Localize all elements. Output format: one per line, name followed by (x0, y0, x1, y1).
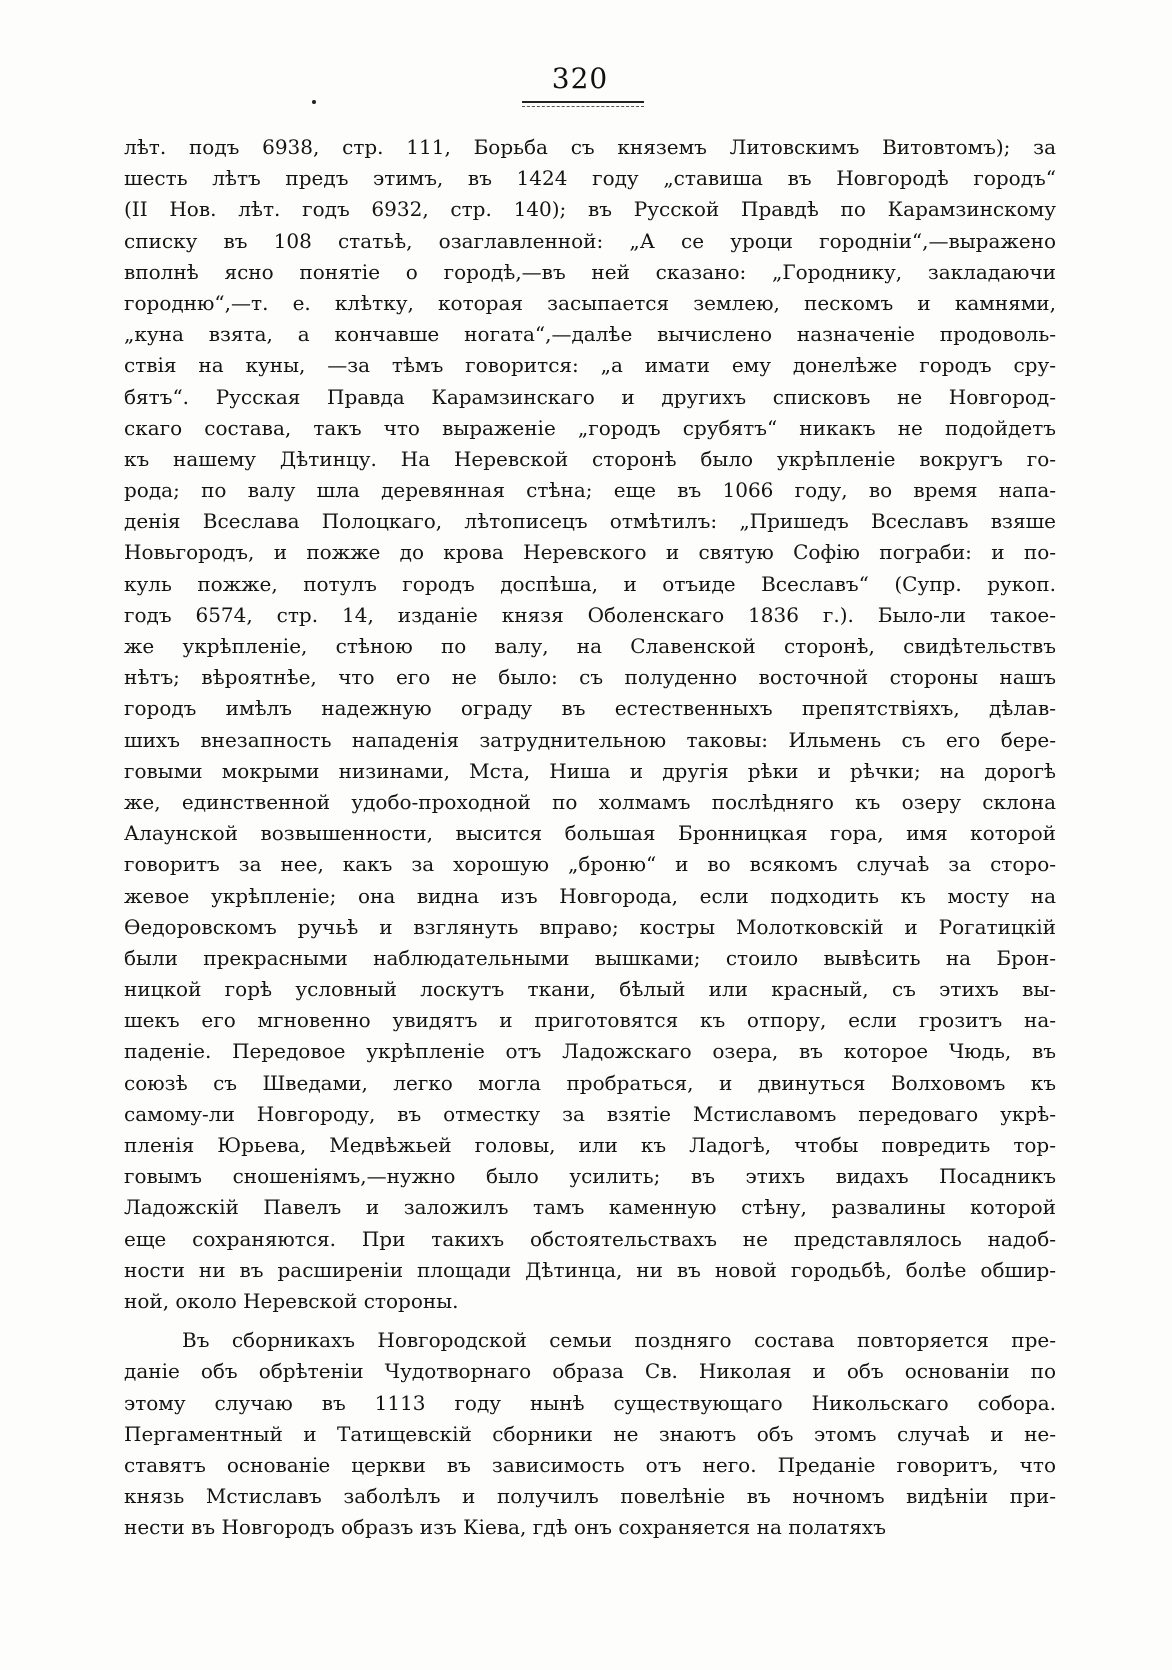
text-line: ствiя на куны, —за тѣмъ говорится: „а имати ему донелѣже городъ сру- (124, 353, 1056, 378)
page-number: 320 (551, 62, 609, 95)
text-line: шихъ внезапность нападенiя затруднительною таковы: Ильмень съ его бере- (124, 727, 1056, 752)
text-line: ницкой горѣ условный лоскутъ ткани, бѣлый или красный, съ этихъ вы- (124, 977, 1056, 1002)
text-line: еще сохраняются. При такихъ обстоятельствахъ не представлялось надоб- (124, 1226, 1056, 1251)
text-line: денiя Всеслава Полоцкаго, лѣтописецъ отмѣтилъ: „Пришедъ Всеславъ взяше (124, 509, 1056, 534)
text-line: лѣт. подъ 6938, стр. 111, Борьба съ княземъ Литовскимъ Витовтомъ); за (124, 135, 1056, 159)
paragraph (124, 132, 1056, 1317)
text-line: пленiя Юрьева, Медвѣжьей головы, или къ Ладогѣ, чтобы повредить тор- (124, 1133, 1056, 1157)
text-line: паденiе. Передовое укрѣпленiе отъ Ладожскаго озера, въ которое Чюдь, въ (124, 1039, 1056, 1064)
text-line: этому случаю въ 1113 году нынѣ существующаго Никольскаго собора. (124, 1390, 1056, 1415)
text-line: куль пожже, потулъ городъ доспѣша, и отъиде Всеславъ“ (Супр. рукоп. (124, 571, 1056, 596)
text-line: городъ имѣлъ надежную ограду въ естественныхъ препятствiяхъ, дѣлав- (124, 696, 1056, 721)
text-line: Новьгородъ, и пожже до крова Неревского и святую Софiю пограби: и по- (124, 540, 1056, 565)
text-line: же укрѣпленiе, стѣною по валу, на Славенской сторонѣ, свидѣтельствъ (124, 634, 1056, 658)
text-line: нѣтъ; вѣроятнѣе, что его не было: съ полуденно восточной стороны нашъ (124, 665, 1056, 690)
text-line: самому-ли Новгороду, въ отместку за взятiе Мстиславомъ передоваго укрѣ- (124, 1101, 1056, 1126)
text-line: были прекрасными наблюдательными вышками; стоило вывѣсить на Брон- (124, 945, 1056, 970)
body-text (124, 132, 1056, 1543)
text-line: князь Мстиславъ заболѣлъ и получилъ повелѣнiе въ ночномъ видѣнiи при- (124, 1484, 1056, 1509)
paragraph (124, 1325, 1056, 1543)
text-line: къ нашему Дѣтинцу. На Неревской сторонѣ было укрѣпленiе вокругъ го- (124, 446, 1056, 471)
text-line: списку въ 108 статьѣ, озаглавленной: „А се уроци городнiи“,—выражено (124, 228, 1056, 253)
paragraph-gap (124, 1317, 1056, 1325)
text-line: Ладожскiй Павелъ и заложилъ тамъ каменную стѣну, развалины которой (124, 1195, 1056, 1220)
text-line: скаго состава, такъ что выраженiе „городъ срубятъ“ никакъ не подойдетъ (124, 415, 1056, 440)
text-line: жевое укрѣпленiе; она видна изъ Новгорода, если подходить къ мосту на (124, 883, 1056, 908)
text-line: рода; по валу шла деревянная стѣна; еще въ 1066 году, во время напа- (124, 478, 1056, 503)
text-line: союзѣ съ Шведами, легко могла пробраться, и двинуться Волховомъ къ (124, 1070, 1056, 1095)
text-line: шесть лѣтъ предъ этимъ, въ 1424 году „ставиша въ Новгородѣ городъ“ (124, 166, 1056, 191)
text-line: вполнѣ ясно понятiе о городѣ,—въ ней сказано: „Городнику, закладаючи (124, 259, 1056, 284)
text-line: ности ни въ расширенiи площади Дѣтинца, ни въ новой городьбѣ, болѣе обшир- (124, 1257, 1056, 1282)
text-line: шекъ его мгновенно увидятъ и приготовятся къ отпору, если грозитъ на- (124, 1008, 1056, 1033)
text-line: городню“,—т. е. клѣтку, которая засыпается землею, пескомъ и камнями, (124, 290, 1056, 315)
text-line: „куна взята, а кончавше ногата“,—далѣе вычислено назначенiе продоволь- (124, 322, 1056, 347)
text-line: ставятъ основанiе церкви въ зависимость отъ него. Преданiе говоритъ, что (124, 1452, 1056, 1477)
text-line: данiе объ обрѣтенiи Чудотворнаго образа Св. Николая и объ основанiи по (124, 1359, 1056, 1384)
text-line: же, единственной удобо-проходной по холмамъ послѣдняго къ озеру склона (124, 789, 1056, 814)
text-line: Алаунской возвышенности, высится большая Бронницкая гора, имя которой (124, 821, 1056, 846)
text-line: Пергаментный и Татищевскiй сборники не знаютъ объ этомъ случаѣ и не- (124, 1421, 1056, 1446)
text-line: говыми мокрыми низинами, Мста, Ниша и другiя рѣки и рѣчки; на дорогѣ (124, 758, 1056, 783)
print-speck (312, 100, 316, 104)
text-line: (II Нов. лѣт. годъ 6932, стр. 140); въ Русской Правдѣ по Карамзинскому (124, 197, 1056, 222)
text-line: Въ сборникахъ Новгородской семьи поздняго состава повторяется пре- (182, 1328, 1056, 1353)
text-line: нести въ Новгородъ образъ изъ Кiева, гдѣ онъ сохраняется на полатяхъ (124, 1515, 886, 1540)
text-line: Ѳедоровскомъ ручьѣ и взглянуть вправо; костры Молотковскiй и Рогатицкiй (124, 914, 1056, 939)
text-line: ной, около Неревской стороны. (124, 1288, 459, 1313)
text-line: говымъ сношенiямъ,—нужно было усилить; въ этихъ видахъ Посадникъ (124, 1164, 1056, 1189)
text-line: бятъ“. Русская Правда Карамзинскаго и другихъ списковъ не Новгород- (124, 384, 1056, 409)
text-line: годъ 6574, стр. 14, изданiе князя Оболенскаго 1836 г.). Было-ли такое- (124, 602, 1056, 627)
text-line: говоритъ за нее, какъ за хорошую „броню“ и во всякомъ случаѣ за сторо- (124, 852, 1056, 877)
page-number-rule (522, 101, 644, 103)
